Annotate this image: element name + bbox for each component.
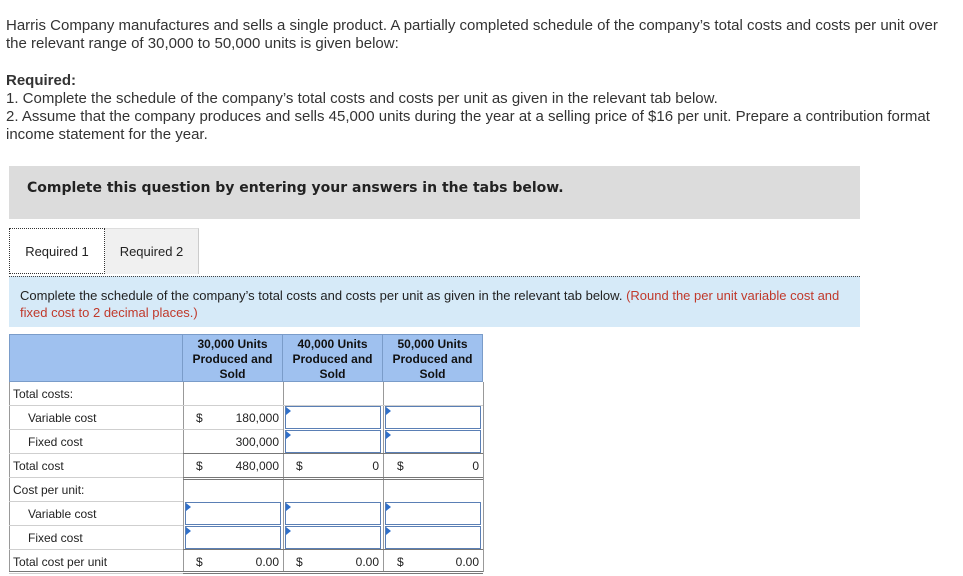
double-underline: [183, 571, 483, 574]
tab-required-2[interactable]: Required 2: [105, 228, 199, 274]
row-label-fixed-cost-per-unit: Fixed cost: [9, 526, 183, 550]
tab-instruction-box: [9, 276, 860, 327]
header-blank-cell: [9, 334, 183, 382]
total-cost-30000-value: 480,000: [235, 459, 279, 473]
column-divider: [483, 382, 484, 572]
fixed-cost-50000-input[interactable]: [385, 430, 481, 453]
row-label-total-costs: Total costs:: [9, 382, 183, 406]
requirement-1: 1. Complete the schedule of the company’s total costs and costs per unit as given in the relevant tab below.: [6, 90, 718, 107]
tab-instruction-text: [20, 287, 850, 321]
instructions-banner: [9, 166, 860, 219]
total-cost-50000-value: 0: [472, 459, 479, 473]
variable-cost-30000-value: 180,000: [235, 411, 279, 425]
variable-cost-per-unit-30000-input[interactable]: [185, 502, 281, 525]
fixed-cost-per-unit-50000-input[interactable]: [385, 526, 481, 549]
column-header-40000: 40,000 Units Produced and Sold: [283, 334, 383, 382]
variable-cost-40000-input[interactable]: [285, 406, 381, 429]
problem-text: Harris Company manufactures and sells a single product. A partially completed schedule of the company’s total costs and costs per unit over the relevant range of 30,000 to 50,000 units is given below:: [6, 17, 938, 52]
banner-text: Complete this question by entering your answers in the tabs below.: [27, 180, 564, 196]
currency-sign: $: [296, 459, 303, 473]
currency-sign: $: [397, 555, 404, 569]
row-label-cost-per-unit: Cost per unit:: [9, 478, 183, 502]
total-cost-per-unit-40000-value: 0.00: [355, 555, 379, 569]
fixed-cost-30000-value: 300,000: [235, 435, 279, 449]
row-label-variable-cost: Variable cost: [9, 406, 183, 430]
requirement-2: 2. Assume that the company produces and sells 45,000 units during the year at a selling price of $16 per unit. Prepare a contribution format income statement for the year.: [6, 108, 930, 143]
currency-sign: $: [196, 411, 203, 425]
currency-sign: $: [196, 555, 203, 569]
column-header-50000: 50,000 Units Produced and Sold: [383, 334, 483, 382]
total-cost-40000-value: 0: [372, 459, 379, 473]
row-label-fixed-cost: Fixed cost: [9, 430, 183, 454]
instruction-main: Complete the schedule of the company’s total costs and costs per unit as given in the relevant tab below.: [20, 288, 623, 303]
required-heading: Required:: [6, 72, 77, 89]
requirements-list: [6, 90, 951, 144]
variable-cost-per-unit-40000-input[interactable]: [285, 502, 381, 525]
tab-required-1[interactable]: Required 1: [9, 228, 105, 274]
row-divider: [9, 571, 183, 572]
fixed-cost-per-unit-40000-input[interactable]: [285, 526, 381, 549]
fixed-cost-per-unit-30000-input[interactable]: [185, 526, 281, 549]
currency-sign: $: [296, 555, 303, 569]
row-label-total-cost: Total cost: [9, 454, 183, 478]
currency-sign: $: [196, 459, 203, 473]
row-label-total-cost-per-unit: Total cost per unit: [9, 550, 183, 574]
currency-sign: $: [397, 459, 404, 473]
instruction-rounding-note: (Round the per unit variable cost and fixed cost to 2 decimal places.): [20, 288, 840, 320]
variable-cost-per-unit-50000-input[interactable]: [385, 502, 481, 525]
double-underline: [183, 477, 483, 480]
column-header-30000: 30,000 Units Produced and Sold: [183, 334, 283, 382]
row-label-variable-cost-per-unit: Variable cost: [9, 502, 183, 526]
total-cost-per-unit-50000-value: 0.00: [455, 555, 479, 569]
total-cost-per-unit-30000-value: 0.00: [255, 555, 279, 569]
fixed-cost-40000-input[interactable]: [285, 430, 381, 453]
variable-cost-50000-input[interactable]: [385, 406, 481, 429]
